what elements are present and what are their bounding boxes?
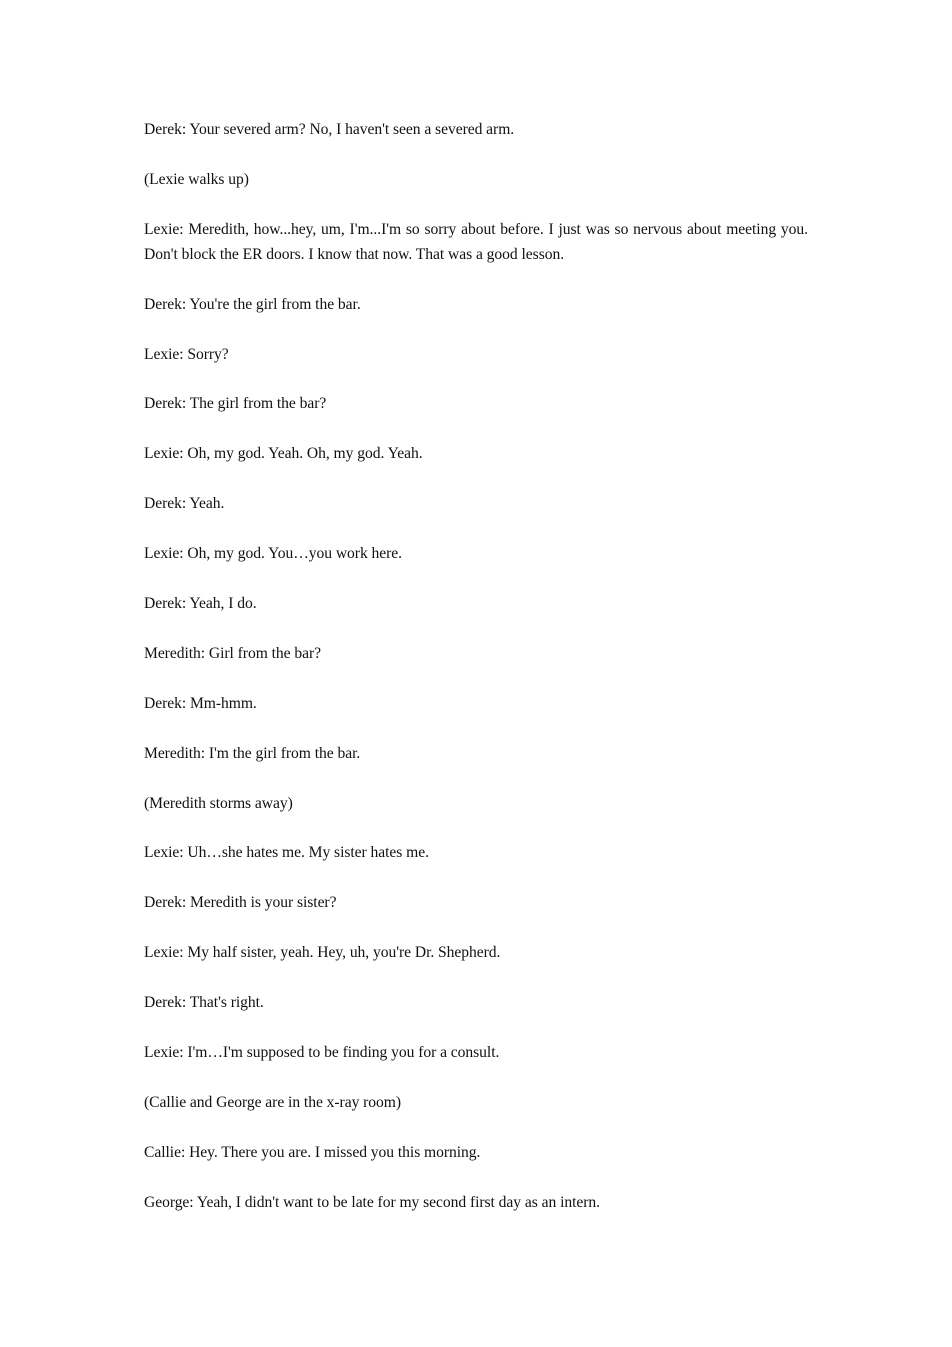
- dialogue-line: Derek: Yeah.: [144, 495, 225, 513]
- dialogue-line: Derek: Your severed arm? No, I haven't seen a severed arm.: [144, 121, 515, 138]
- dialogue-line: Meredith: I'm the girl from the bar.: [144, 744, 361, 762]
- dialogue-line: Lexie: I'm…I'm supposed to be finding you for a consult.: [144, 1044, 500, 1062]
- dialogue-line: Derek: The girl from the bar?: [144, 395, 327, 413]
- dialogue-line: George: Yeah, I didn't want to be late for my second first day as an intern.: [144, 1193, 601, 1211]
- dialogue-line: Derek: That's right.: [144, 994, 264, 1012]
- dialogue-line: Derek: Meredith is your sister?: [144, 894, 337, 912]
- stage-direction: (Callie and George are in the x-ray room): [144, 1093, 402, 1111]
- transcript-body: [144, 117, 808, 1240]
- dialogue-line: Derek: You're the girl from the bar.: [144, 295, 361, 313]
- dialogue-line: Derek: Yeah, I do.: [144, 595, 257, 613]
- dialogue-line: Lexie: Uh…she hates me. My sister hates me.: [144, 844, 429, 862]
- dialogue-line: Meredith: Girl from the bar?: [144, 644, 321, 662]
- dialogue-line: Lexie: Oh, my god. You…you work here.: [144, 545, 403, 563]
- dialogue-line: Lexie: Meredith, how...hey, um, I'm...I'm so sorry about before. I just was so nervous about meeting you. Don't block the ER doors. I know that now. That was a good lesson.: [144, 220, 808, 263]
- dialogue-line: Lexie: My half sister, yeah. Hey, uh, you're Dr. Shepherd.: [144, 944, 501, 962]
- dialogue-line: Callie: Hey. There you are. I missed you this morning.: [144, 1143, 481, 1161]
- dialogue-line: Lexie: Oh, my god. Yeah. Oh, my god. Yeah.: [144, 445, 423, 463]
- stage-direction: (Lexie walks up): [144, 170, 249, 188]
- stage-direction: (Meredith storms away): [144, 794, 293, 812]
- dialogue-line: Lexie: Sorry?: [144, 345, 229, 363]
- dialogue-line: Derek: Mm-hmm.: [144, 694, 257, 712]
